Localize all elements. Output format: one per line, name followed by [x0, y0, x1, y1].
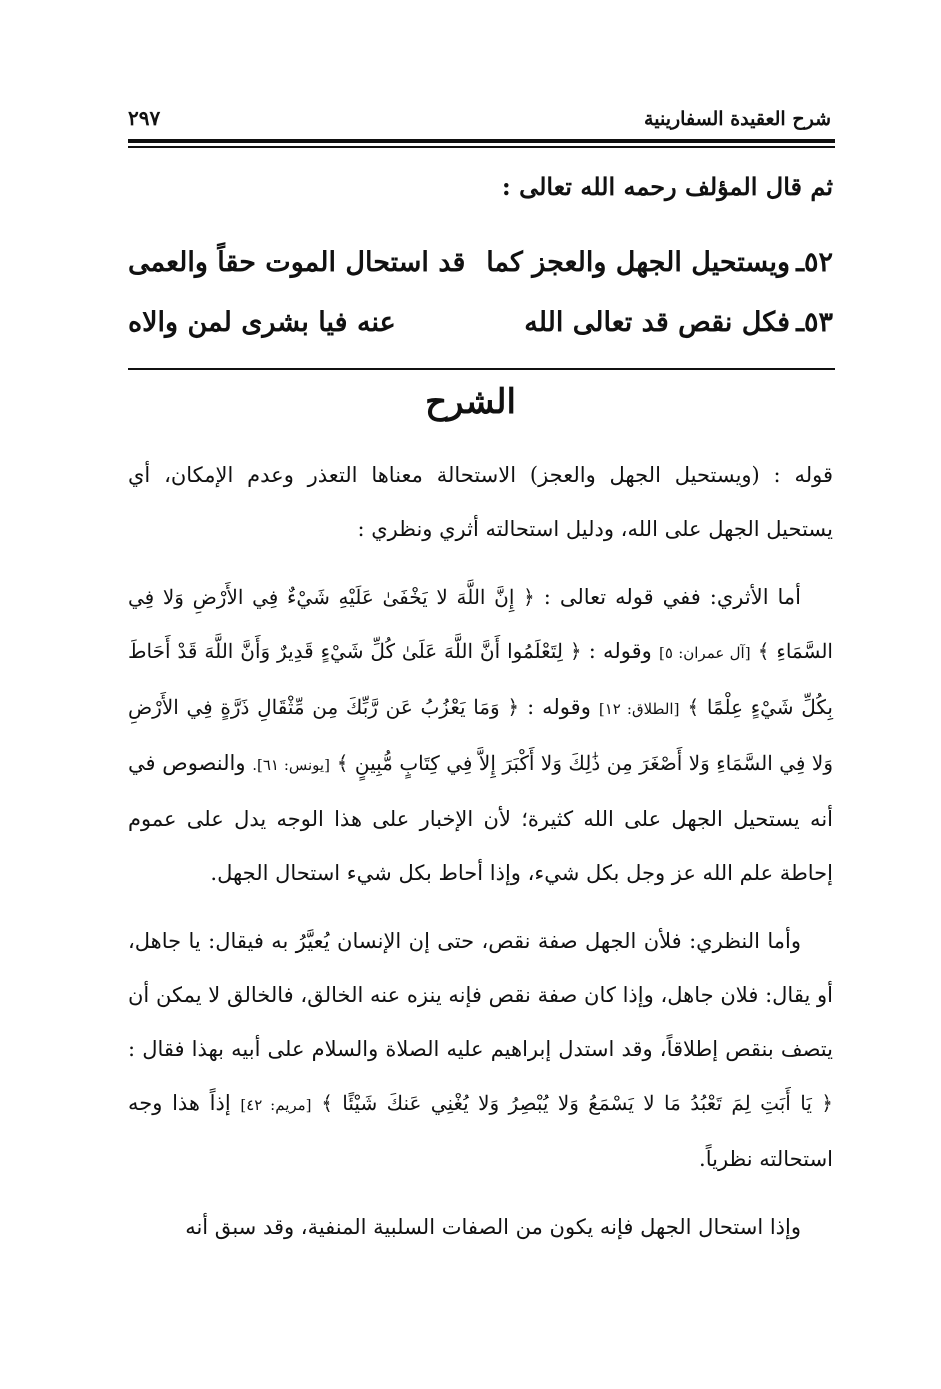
quran-ref-2: [الطلاق: ١٢] — [598, 700, 680, 718]
nazari-intro: وأما النظري: فلأن الجهل صفة نقص، حتى إن الإنسان يُعيَّرُ به فيقال: يا جاهل، أو يقال: فلان جاهل، وإذا كان صفة نقص فإنه ينزه عنه الخالق، فالخالق لا يمكن أن يتصف بنقص إطلاقاً، وقد استدل إبراهيم عليه الصلاة والسلام على أبيه بهذا فقال : — [128, 929, 833, 1061]
page-number: ٢٩٧ — [128, 106, 161, 130]
section-divider — [128, 368, 835, 370]
verse-53-first-hemistich — [524, 307, 833, 338]
verse-52-right-text: ويستحيل الجهل والعجز كما — [486, 246, 791, 278]
verse-52-second-hemistich: قد استحال الموت حقاً والعمى — [128, 246, 466, 278]
paragraph-2 — [128, 570, 833, 900]
quran-quote-3: ﴿ وَمَا يَعْزُبُ عَن رَّبِّكَ مِن مِّثْقَالِ ذَرَّةٍ فِي الأَرْضِ وَلا فِي السَّمَاءِ وَلا أَصْغَرَ مِن ذَٰلِكَ وَلا أَكْبَرَ إِلاَّ فِي كِتَابٍ مُّبِينٍ ﴾ — [128, 695, 833, 775]
quran-quote-1: ﴿ إِنَّ اللَّهَ لا يَخْفَىٰ عَلَيْهِ شَيْءٌ فِي الأَرْضِ وَلا فِي السَّمَاءِ ﴾ — [128, 585, 833, 663]
page-header — [128, 96, 831, 130]
quran-quote-4: ﴿ يَا أَبَتِ لِمَ تَعْبُدُ مَا لا يَسْمَعُ وَلا يُبْصِرُ وَلا يُغْنِي عَنكَ شَيْئًا ﴾ — [321, 1091, 833, 1115]
intro-line: ثم قال المؤلف رحمه الله تعالى : — [501, 172, 833, 201]
paragraph-1 — [128, 448, 833, 556]
section-title: الشرح — [425, 382, 516, 422]
athari-intro: أما الأثري: ففي قوله تعالى : — [543, 585, 802, 609]
connector-2: وقوله : — [527, 695, 591, 719]
athari-conclusion: والنصوص في أنه يستحيل الجهل على الله كثيرة؛ لأن الإخبار على هذا الوجه يدل على عموم إحاطة علم الله عز وجل بكل شيء، وإذا أحاط بكل شيء استحال الجهل. — [128, 751, 833, 885]
verse-53-number: ٥٣ـ — [796, 306, 833, 338]
header-rule-thick — [128, 139, 835, 143]
quran-quote-2: ﴿ لِتَعْلَمُوا أَنَّ اللَّهَ عَلَىٰ كُلِّ شَيْءٍ قَدِيرٌ وَأَنَّ اللَّهَ قَدْ أَحَاطَ بِكُلِّ شَيْءٍ عِلْمًا ﴾ — [128, 639, 833, 719]
running-title: شرح العقيدة السفارينية — [644, 108, 831, 130]
connector-1: وقوله : — [588, 639, 652, 663]
quran-ref-1: [آل عمران: ٥] — [658, 644, 751, 662]
paragraph-4 — [128, 1200, 833, 1254]
verse-52 — [128, 238, 833, 286]
verse-53-second-hemistich: عنه فيا بشرى لمن والاه — [128, 306, 396, 338]
verse-52-first-hemistich — [486, 247, 833, 278]
header-rule-thin — [128, 146, 835, 148]
paragraph-3 — [128, 914, 833, 1186]
quran-ref-4: [مريم: ٤٢] — [240, 1096, 312, 1114]
verse-53 — [128, 298, 833, 346]
quran-ref-3: [يونس: ٦١]. — [252, 756, 330, 774]
paragraph-4-text: وإذا استحال الجهل فإنه يكون من الصفات السلبية المنفية، وقد سبق أنه — [185, 1215, 801, 1239]
paragraph-1-text: قوله : (ويستحيل الجهل والعجز) الاستحالة معناها التعذر وعدم الإمكان، أي يستحيل الجهل على الله، ودليل استحالته أثري ونظري : — [128, 463, 833, 541]
nazari-conclusion: إذاً هذا وجه استحالته نظرياً. — [128, 1091, 833, 1171]
verse-53-right-text: فكل نقص قد تعالى الله — [524, 306, 791, 338]
commentary-body — [128, 448, 833, 1254]
verse-52-number: ٥٢ـ — [796, 246, 833, 278]
